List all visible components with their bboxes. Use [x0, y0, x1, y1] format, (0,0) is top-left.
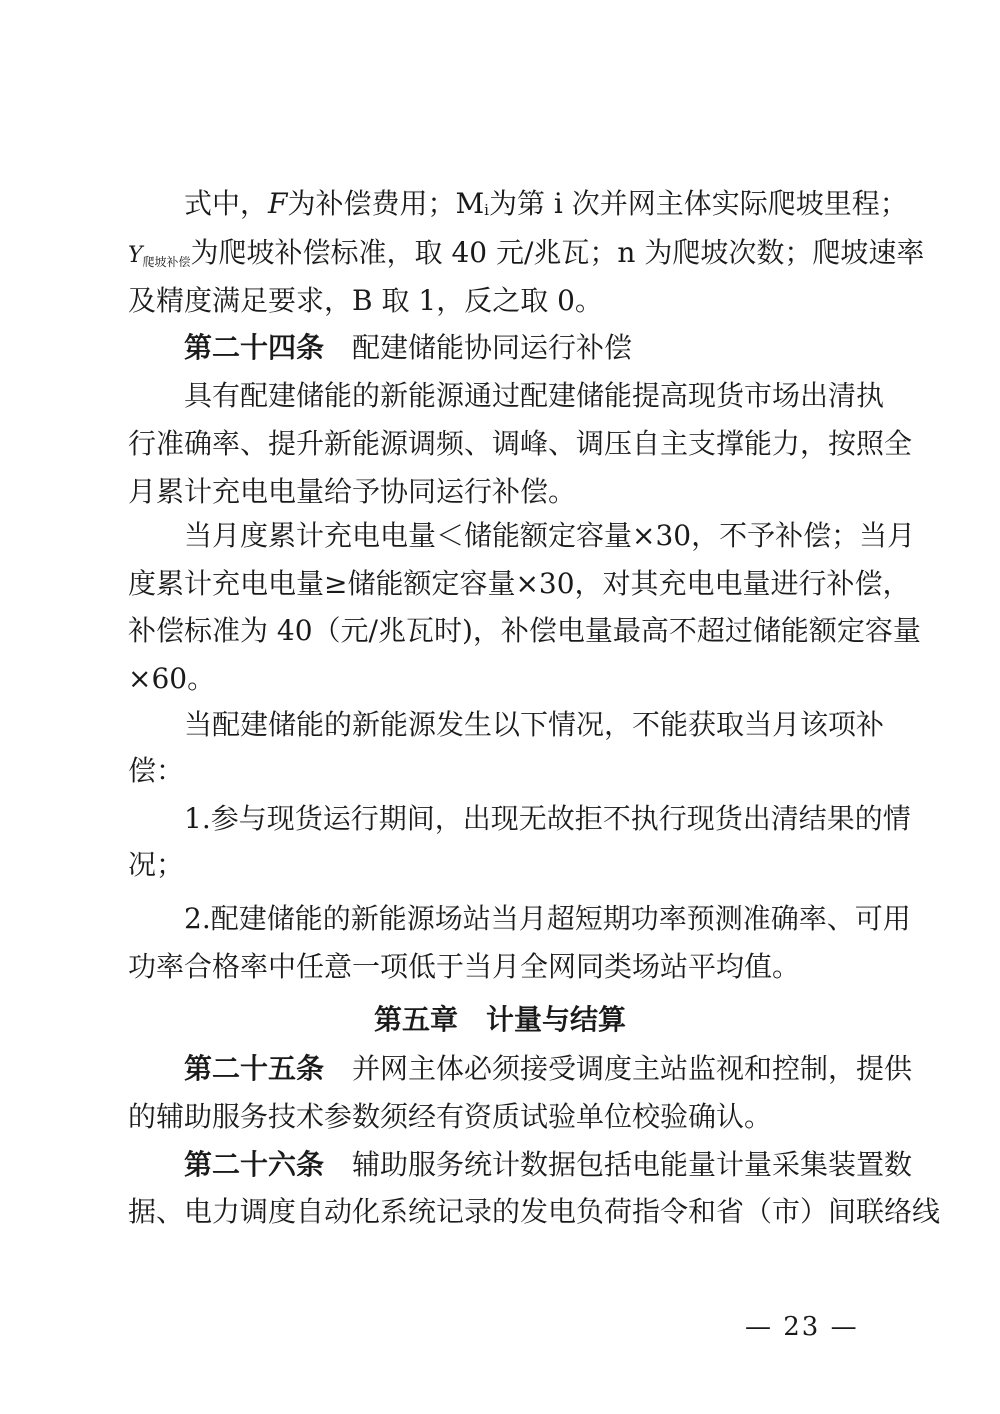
- article-24-heading: [184, 328, 870, 368]
- article-24-p3-line-2: 偿：: [128, 754, 185, 787]
- article-24-item-2-line-1: 2.配建储能的新能源场站当月超短期功率预测准确率、可用: [184, 902, 911, 935]
- article-24-p1-line-2: 行准确率、提升新能源调频、调峰、调压自主支撑能力，按照全: [128, 427, 913, 460]
- formula-notes-line-3: 及精度满足要求，B 取 1，反之取 0。: [128, 284, 603, 317]
- article-25-line-2: 的辅助服务技术参数须经有资质试验单位校验确认。: [128, 1100, 773, 1133]
- article-24-p1-line-1: 具有配建储能的新能源通过配建储能提高现货市场出清执: [184, 379, 885, 412]
- article-25-line-1: 第二十五条 并网主体必须接受调度主站监视和控制，提供: [184, 1052, 913, 1085]
- article-24-p2-line-3: 补偿标准为 40（元/兆瓦时)，补偿电量最高不超过储能额定容量: [128, 614, 921, 647]
- article-24-p2-line-2: 度累计充电电量≥储能额定容量×30，对其充电电量进行补偿，: [128, 567, 911, 600]
- page-number: — 23 —: [745, 1312, 859, 1342]
- article-24-subtitle: 配建储能协同运行补偿: [352, 331, 633, 364]
- chapter-number: 第五章: [373, 1003, 458, 1036]
- article-24-p2-line-1: 当月度累计充电电量＜储能额定容量×30，不予补偿；当月: [184, 519, 916, 552]
- formula-notes-line-2: $Y_{爬坡补偿}$为爬坡补偿标准，取 40 元/兆瓦；n 为爬坡次数；爬坡速率: [128, 236, 925, 269]
- article-24-item-1-line-2: 况；: [128, 848, 185, 881]
- article-26-title: 第二十六条: [184, 1148, 325, 1181]
- article-24-p2-line-4: ×60。: [128, 662, 216, 695]
- chapter-heading: [0, 1000, 1000, 1040]
- article-24-title: 第二十四条: [184, 331, 325, 364]
- chapter-title: 计量与结算: [486, 1003, 627, 1036]
- article-24-item-2-line-2: 功率合格率中任意一项低于当月全网同类场站平均值。: [128, 950, 801, 983]
- article-25-title: 第二十五条: [184, 1052, 325, 1085]
- article-26-line-2: 据、电力调度自动化系统记录的发电负荷指令和省（市）间联络线: [128, 1195, 941, 1228]
- article-24-p1-line-3: 月累计充电电量给予协同运行补偿。: [128, 475, 577, 508]
- formula-notes-line-1: 式中，F为补偿费用；$M_i$为第 i 次并网主体实际爬坡里程；: [184, 187, 908, 220]
- article-26-line-1: 第二十六条 辅助服务统计数据包括电能量计量采集装置数: [184, 1148, 913, 1181]
- article-24-p3-line-1: 当配建储能的新能源发生以下情况，不能获取当月该项补: [184, 708, 885, 741]
- article-24-item-1-line-1: 1.参与现货运行期间，出现无故拒不执行现货出清结果的情: [184, 802, 911, 835]
